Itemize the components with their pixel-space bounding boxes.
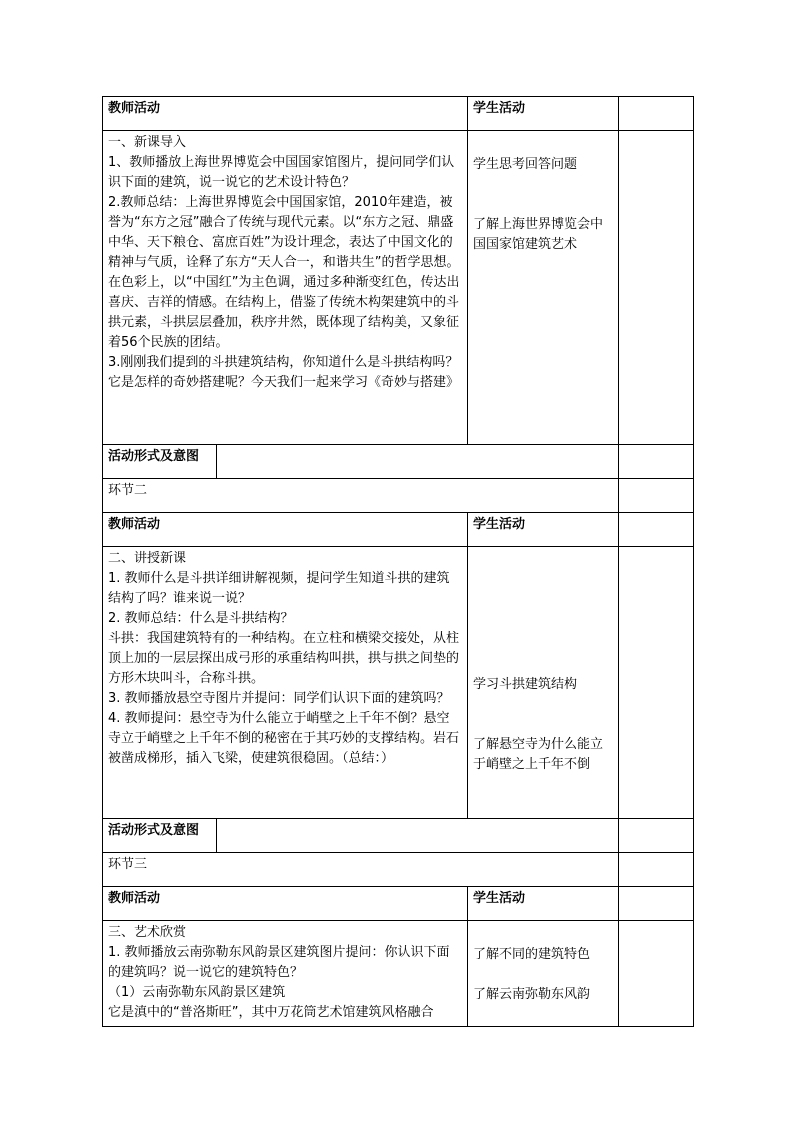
student-activity-text: 学习斗拱建筑结构: [473, 677, 578, 692]
content-row: [103, 131, 694, 445]
paragraph: 1. 教师播放云南弥勒东风韵景区建筑图片提问：你认识下面的建筑吗？说一说它的建筑特色？: [108, 945, 450, 980]
empty-cell: [619, 921, 694, 1027]
student-activity-text: 学生思考回答问题: [473, 157, 578, 172]
paragraph: 4. 教师提问：悬空寺为什么能立于峭壁之上千年不倒？悬空寺立于峭壁之上千年不倒的秘密在于其巧妙的支撑结构。岩石被凿成梯形，插入飞梁，使建筑很稳固。（总结：）: [108, 711, 460, 766]
student-activity-text: 了解上海世界博览会中国国家馆建筑艺术: [473, 217, 604, 252]
paragraph: 3.刚刚我们提到的斗拱建筑结构，你知道什么是斗拱结构吗？它是怎样的奇妙搭建呢？今天我们一起来学习《奇妙与搭建》: [108, 355, 460, 390]
teacher-activity-cell: [103, 547, 468, 819]
empty-cell: [619, 479, 694, 513]
paragraph: 它是滇中的“普洛斯旺”，其中万花筒艺术馆建筑风格融合: [108, 1005, 434, 1020]
student-activity-cell: [468, 547, 619, 819]
student-activity-cell: [468, 131, 619, 445]
student-activity-header: 学生活动: [468, 97, 619, 131]
teacher-activity-cell: [103, 921, 468, 1027]
empty-cell: [619, 887, 694, 921]
empty-cell: [619, 819, 694, 853]
section-title: 二、讲授新课: [108, 551, 187, 566]
header-row: [103, 887, 694, 921]
stage-label: 环节二: [103, 479, 619, 513]
header-row: [103, 97, 694, 131]
section-title: 一、新课导入: [108, 135, 187, 150]
activity-form-row: [103, 445, 694, 479]
empty-cell: [619, 853, 694, 887]
student-activity-header: 学生活动: [468, 513, 619, 547]
content-row: [103, 547, 694, 819]
stage-row: [103, 853, 694, 887]
student-activity-header: 学生活动: [468, 887, 619, 921]
teacher-activity-header: 教师活动: [103, 513, 468, 547]
student-activity-cell: [468, 921, 619, 1027]
student-activity-text: 了解云南弥勒东风韵: [473, 987, 591, 1002]
stage-row: [103, 479, 694, 513]
empty-cell: [619, 97, 694, 131]
teacher-activity-header: 教师活动: [103, 97, 468, 131]
paragraph: 3. 教师播放悬空寺图片并提问：同学们认识下面的建筑吗？: [108, 691, 450, 706]
paragraph: 1. 教师什么是斗拱详细讲解视频，提问学生知道斗拱的建筑结构了吗？谁来说一说？: [108, 571, 450, 606]
paragraph: （1）云南弥勒东风韵景区建筑: [108, 985, 286, 1000]
empty-cell: [619, 445, 694, 479]
student-activity-text: 了解悬空寺为什么能立于峭壁之上千年不倒: [473, 737, 604, 772]
header-row: [103, 513, 694, 547]
paragraph: 2.教师总结：上海世界博览会中国国家馆，2010年建造，被誉为“东方之冠”融合了传统与现代元素。以“东方之冠、鼎盛中华、天下粮仓、富庶百姓”为设计理念，表达了中国文化的精神与气质，诠释了东方“天人合一，和谐共生”的哲学思想。: [108, 195, 460, 270]
stage-label: 环节三: [103, 853, 619, 887]
section-title: 三、艺术欣赏: [108, 925, 187, 940]
empty-cell: [619, 131, 694, 445]
empty-cell: [619, 547, 694, 819]
student-activity-text: 了解不同的建筑特色: [473, 947, 591, 962]
paragraph: 在色彩上，以“中国红”为主色调，通过多种渐变红色，传达出喜庆、吉祥的情感。在结构上，借鉴了传统木构架建筑中的斗拱元素，斗拱层层叠加，秩序井然，既体现了结构美，又象征着56个民族的团结。: [108, 275, 460, 350]
activity-form-value: [217, 445, 619, 479]
teacher-activity-cell: [103, 131, 468, 445]
activity-form-row: [103, 819, 694, 853]
lesson-plan-table: [102, 96, 694, 1027]
content-row: [103, 921, 694, 1027]
paragraph: 1、教师播放上海世界博览会中国国家馆图片，提问同学们认识下面的建筑，说一说它的艺术设计特色？: [108, 155, 455, 190]
paragraph: 2. 教师总结：什么是斗拱结构？: [108, 611, 294, 626]
teacher-activity-header: 教师活动: [103, 887, 468, 921]
paragraph: 斗拱：我国建筑特有的一种结构。在立柱和横梁交接处，从柱顶上加的一层层探出成弓形的承重结构叫拱，拱与拱之间垫的方形木块叫斗，合称斗拱。: [108, 631, 460, 686]
empty-cell: [619, 513, 694, 547]
activity-form-label: 活动形式及意图: [103, 819, 217, 853]
activity-form-value: [217, 819, 619, 853]
activity-form-label: 活动形式及意图: [103, 445, 217, 479]
